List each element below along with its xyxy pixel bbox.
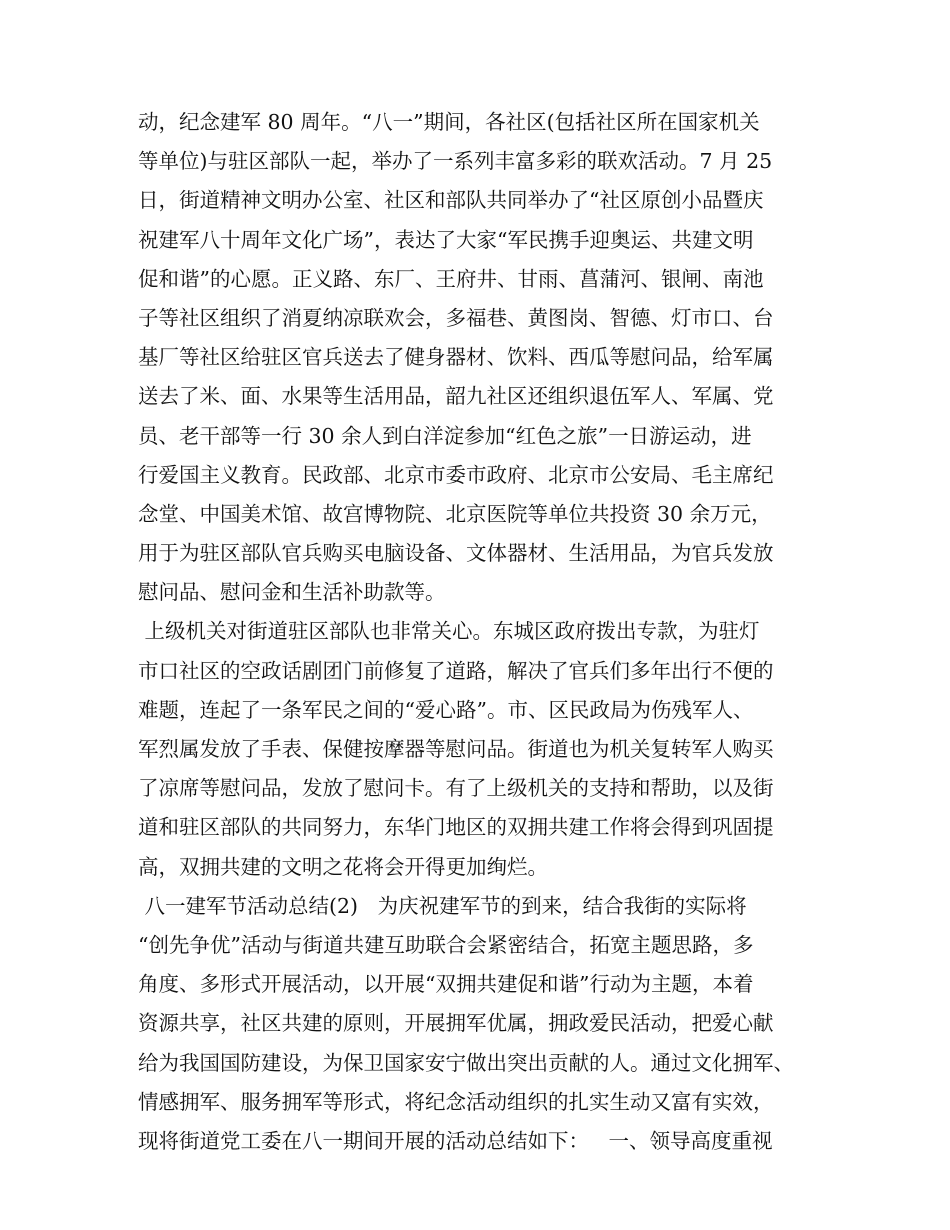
text-line: 资源共享，社区共建的原则，开展拥军优属，拥政爱民活动，把爱心献 <box>138 1011 774 1036</box>
text-line: 情感拥军、服务拥军等形式，将纪念活动组织的扎实生动又富有实效， <box>138 1089 774 1114</box>
text-line: 促和谐”的心愿。正义路、东厂、王府井、甘雨、菖蒲河、银闸、南池 <box>138 266 764 291</box>
text-line: 用于为驻区部队官兵购买电脑设备、文体器材、生活用品，为官兵发放 <box>138 541 774 566</box>
text-line: 市口社区的空政话剧团门前修复了道路，解决了官兵们多年出行不便的 <box>138 658 774 683</box>
text-line: 动，纪念建军 80 周年。“八一”期间，各社区(包括社区所在国家机关 <box>138 110 760 134</box>
text-line: 员、老干部等一行 30 余人到白洋淀参加“红色之旅”一日游运动，进 <box>138 423 752 448</box>
text-line: 高，双拥共建的文明之花将会开得更加绚烂。 <box>138 854 548 879</box>
text-line: 现将街道党工委在八一期间开展的活动总结如下： 一、领导高度重视 <box>138 1128 773 1153</box>
text-line: 日，街道精神文明办公室、社区和部队共同举办了“社区原创小品暨庆 <box>138 188 764 213</box>
text-line: 送去了米、面、水果等生活用品，韶九社区还组织退伍军人、军属、党 <box>138 384 774 409</box>
text-line: 八一建军节活动总结(2) 为庆祝建军节的到来，结合我街的实际将 <box>138 893 747 918</box>
text-line: 军烈属发放了手表、保健按摩器等慰问品。街道也为机关复转军人购买 <box>138 737 774 761</box>
text-line: 道和驻区部队的共同努力，东华门地区的双拥共建工作将会得到巩固提 <box>138 815 774 840</box>
text-line: 等单位)与驻区部队一起，举办了一系列丰富多彩的联欢活动。7 月 25 <box>138 149 773 174</box>
text-line: 慰问品、慰问金和生活补助款等。 <box>138 580 446 605</box>
text-line: 行爱国主义教育。民政部、北京市委市政府、北京市公安局、毛主席纪 <box>138 462 774 487</box>
text-line: “创先争优”活动与街道共建互助联合会紧密结合，拓宽主题思路，多 <box>138 932 754 957</box>
text-line: 祝建军八十周年文化广场”，表达了大家“军民携手迎奥运、共建文明 <box>138 227 754 252</box>
text-line: 子等社区组织了消夏纳凉联欢会，多福巷、黄图岗、智德、灯市口、台 <box>138 305 774 330</box>
document-body <box>138 103 838 1161</box>
text-line: 角度、多形式开展活动，以开展“双拥共建促和谐”行动为主题，本着 <box>138 972 754 997</box>
text-line: 念堂、中国美术馆、故宫博物院、北京医院等单位共投资 30 余万元， <box>138 501 772 526</box>
text-line: 基厂等社区给驻区官兵送去了健身器材、饮料、西瓜等慰问品，给军属 <box>138 345 774 370</box>
text-line: 给为我国国防建设，为保卫国家安宁做出突出贡献的人。通过文化拥军、 <box>138 1050 794 1075</box>
text-line: 难题，连起了一条军民之间的“爱心路”。市、区民政局为伤残军人、 <box>138 697 754 722</box>
text-line: 上级机关对街道驻区部队也非常关心。东城区政府拨出专款，为驻灯 <box>138 619 760 644</box>
text-line: 了凉席等慰问品，发放了慰问卡。有了上级机关的支持和帮助，以及街 <box>138 776 774 801</box>
